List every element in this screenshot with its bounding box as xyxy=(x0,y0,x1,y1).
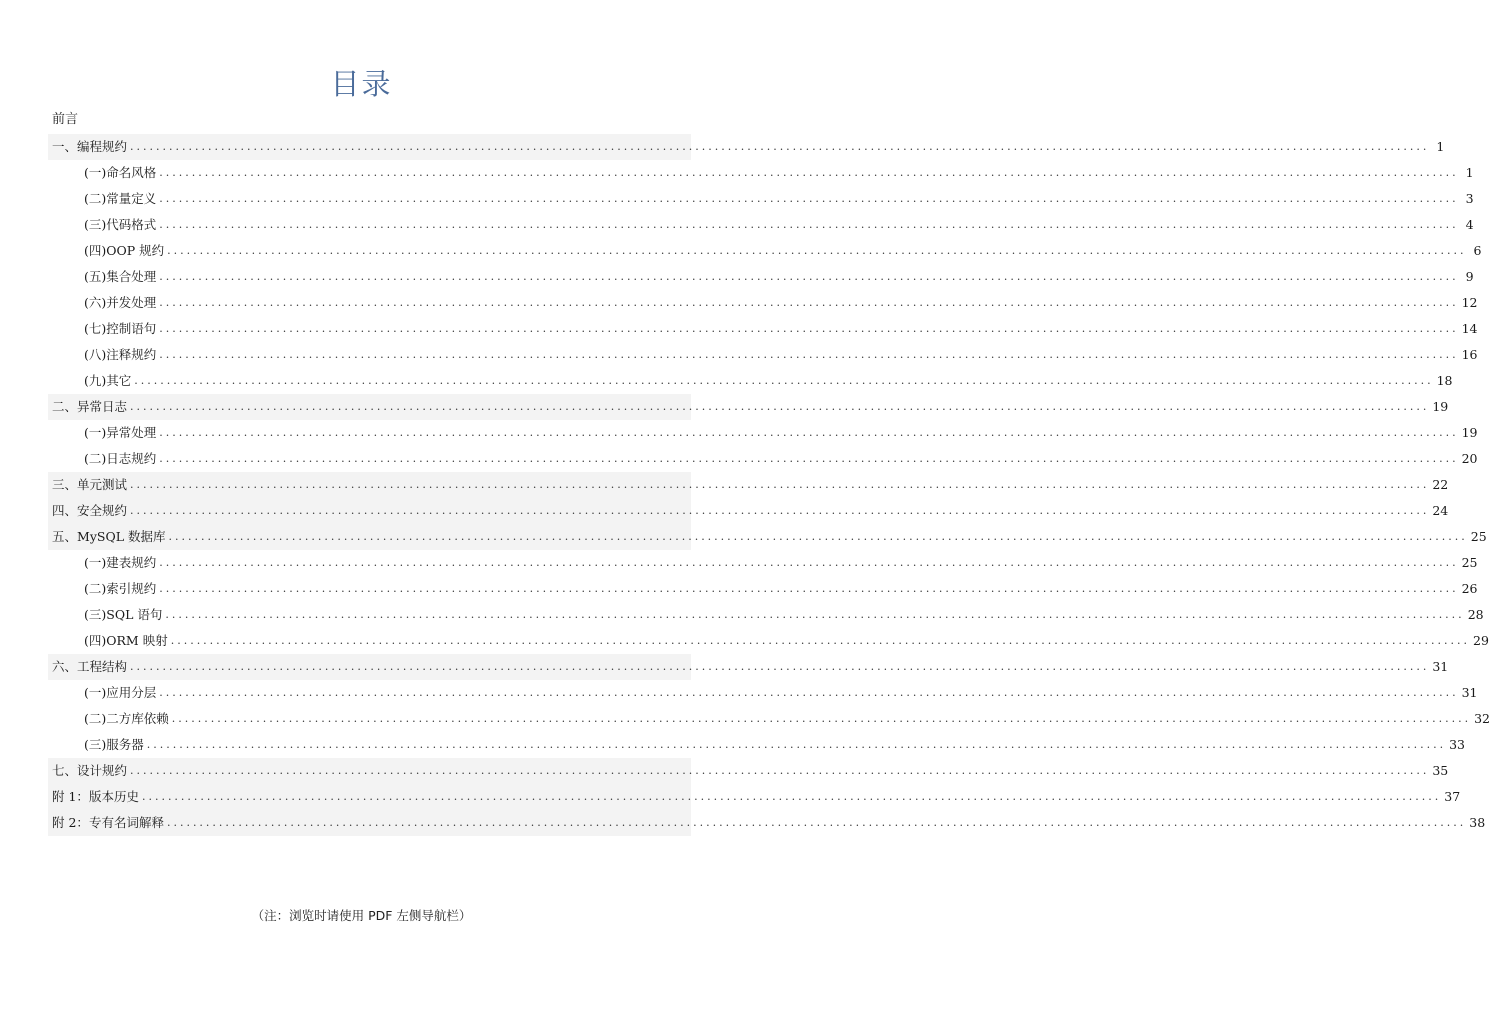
toc-entry-page-number: 32 xyxy=(1474,711,1490,726)
toc-dot-leader: ........................................................................................................................................................................................................ xyxy=(130,504,1430,517)
toc-entry-number: (六) xyxy=(84,295,107,310)
toc-dot-leader: ........................................................................................................................................................................................................ xyxy=(159,296,1459,309)
page-title: 目录 xyxy=(330,67,393,101)
toc-entry-number: (八) xyxy=(84,347,107,362)
toc-entry-page-number: 25 xyxy=(1470,529,1487,544)
toc-entry-content xyxy=(84,290,1478,316)
toc-entry-label: 服务器 xyxy=(106,737,144,752)
toc-entry-number: (二) xyxy=(84,191,107,206)
toc-entry-number: 三、 xyxy=(52,477,78,492)
toc-entry[interactable] xyxy=(0,732,1466,758)
toc-entry-content xyxy=(84,342,1478,368)
toc-entry-label: 编程规约 xyxy=(77,139,128,154)
toc-entry-content xyxy=(84,576,1478,602)
toc-entry-page-number: 6 xyxy=(1473,243,1482,258)
toc-entry[interactable] xyxy=(0,472,1449,498)
toc-dot-leader: ........................................................................................................................................................................................................ xyxy=(166,816,1467,829)
toc-entry-page-number: 14 xyxy=(1461,321,1478,336)
toc-entry[interactable] xyxy=(0,264,1474,290)
toc-entry-page-number: 12 xyxy=(1461,295,1478,310)
toc-entry-label: 代码格式 xyxy=(106,217,157,232)
toc-dot-leader: ........................................................................................................................................................................................................ xyxy=(159,426,1459,439)
toc-entry-page-number: 1 xyxy=(1436,139,1445,154)
toc-entry-number: 二、 xyxy=(52,399,78,414)
toc-entry-page-number: 26 xyxy=(1461,581,1478,596)
toc-entry-number: (四) xyxy=(84,633,107,648)
toc-dot-leader: ........................................................................................................................................................................................................ xyxy=(165,608,1465,621)
toc-entry-content xyxy=(84,446,1478,472)
toc-dot-leader: ........................................................................................................................................................................................................ xyxy=(159,582,1459,595)
toc-dot-leader: ........................................................................................................................................................................................................ xyxy=(159,556,1459,569)
toc-entry[interactable] xyxy=(0,524,1487,550)
toc-entry-label: 控制语句 xyxy=(106,321,157,336)
toc-entry[interactable] xyxy=(0,238,1482,264)
toc-entry-number: (一) xyxy=(84,165,107,180)
toc-entry-page-number: 29 xyxy=(1473,633,1489,648)
toc-dot-leader: ........................................................................................................................................................................................................ xyxy=(159,166,1459,179)
toc-entry-page-number: 25 xyxy=(1461,555,1478,570)
toc-dot-leader: ........................................................................................................................................................................................................ xyxy=(134,374,1434,387)
toc-entry-content xyxy=(84,368,1453,394)
toc-entry-page-number: 18 xyxy=(1436,373,1453,388)
toc-entry-label: SQL 语句 xyxy=(106,607,163,622)
toc-dot-leader: ........................................................................................................................................................................................................ xyxy=(159,192,1459,205)
toc-entry-page-number: 35 xyxy=(1432,763,1449,778)
toc-entry-content xyxy=(84,212,1474,238)
toc-entry[interactable] xyxy=(0,706,1490,732)
toc-entry-label: MySQL 数据库 xyxy=(77,529,166,544)
toc-entry-label: 异常处理 xyxy=(106,425,157,440)
toc-entry-content xyxy=(52,758,1449,784)
toc-entry-number: 七、 xyxy=(52,763,78,778)
toc-entry-number: (三) xyxy=(84,607,107,622)
toc-entry[interactable] xyxy=(0,602,1484,628)
toc-entry-content xyxy=(84,420,1478,446)
toc-entry-content xyxy=(52,810,1486,836)
toc-dot-leader: ........................................................................................................................................................................................................ xyxy=(159,348,1459,361)
toc-entry-page-number: 16 xyxy=(1461,347,1478,362)
toc-entry[interactable] xyxy=(0,446,1478,472)
toc-dot-leader: ........................................................................................................................................................................................................ xyxy=(130,478,1430,491)
toc-entry-number: (二) xyxy=(84,451,107,466)
toc-entry[interactable] xyxy=(0,758,1449,784)
toc-entry-label: 索引规约 xyxy=(106,581,157,596)
toc-entry[interactable] xyxy=(0,186,1474,212)
toc-entry[interactable] xyxy=(0,498,1449,524)
toc-entry[interactable] xyxy=(0,290,1478,316)
toc-entry-label: 异常日志 xyxy=(77,399,128,414)
toc-dot-leader: ........................................................................................................................................................................................................ xyxy=(168,530,1468,543)
toc-dot-leader: ........................................................................................................................................................................................................ xyxy=(141,790,1442,803)
navigation-note: （注：浏览时请使用 PDF 左侧导航栏） xyxy=(251,908,472,923)
toc-entry-content xyxy=(84,680,1478,706)
toc-entry[interactable] xyxy=(0,342,1478,368)
toc-entry-content xyxy=(84,706,1490,732)
toc-entry-number: (一) xyxy=(84,685,107,700)
toc-entry-number: 附 1： xyxy=(52,789,89,804)
toc-entry[interactable] xyxy=(0,160,1474,186)
toc-entry[interactable] xyxy=(0,628,1489,654)
toc-entry-label: 集合处理 xyxy=(106,269,157,284)
toc-entry-page-number: 37 xyxy=(1444,789,1461,804)
toc-entry-content xyxy=(84,550,1478,576)
toc-entry-content xyxy=(84,602,1484,628)
toc-entry-label: ORM 映射 xyxy=(106,633,168,648)
toc-entry-content xyxy=(52,654,1449,680)
toc-entry-label: 其它 xyxy=(106,373,132,388)
toc-dot-leader: ........................................................................................................................................................................................................ xyxy=(130,660,1430,673)
toc-entry-label: 设计规约 xyxy=(77,763,128,778)
toc-entry-label: OOP 规约 xyxy=(106,243,165,258)
toc-entry-page-number: 3 xyxy=(1465,191,1474,206)
toc-entry-number: (一) xyxy=(84,555,107,570)
toc-entry-number: (四) xyxy=(84,243,107,258)
toc-entry-content xyxy=(84,628,1489,654)
toc-entry-label: 单元测试 xyxy=(77,477,128,492)
toc-dot-leader: ........................................................................................................................................................................................................ xyxy=(130,400,1430,413)
toc-entry[interactable] xyxy=(0,576,1478,602)
toc-entry-content xyxy=(52,784,1461,810)
toc-entry-page-number: 20 xyxy=(1461,451,1478,466)
toc-entry-content xyxy=(52,134,1445,160)
toc-entry-page-number: 1 xyxy=(1465,165,1474,180)
toc-entry-page-number: 31 xyxy=(1432,659,1449,674)
toc-entry[interactable] xyxy=(0,316,1478,342)
toc-dot-leader: ........................................................................................................................................................................................................ xyxy=(159,322,1459,335)
toc-entry-label: 并发处理 xyxy=(106,295,157,310)
toc-entry[interactable] xyxy=(0,810,1486,836)
toc-entry-content xyxy=(84,316,1478,342)
toc-dot-leader: ........................................................................................................................................................................................................ xyxy=(146,738,1447,751)
toc-entry-content xyxy=(52,498,1449,524)
toc-dot-leader: ........................................................................................................................................................................................................ xyxy=(167,244,1467,257)
toc-entry-label: 安全规约 xyxy=(77,503,128,518)
toc-entry-number: (三) xyxy=(84,737,107,752)
toc-entry-page-number: 9 xyxy=(1465,269,1474,284)
toc-dot-leader: ........................................................................................................................................................................................................ xyxy=(159,452,1459,465)
toc-dot-leader: ........................................................................................................................................................................................................ xyxy=(171,712,1472,725)
toc-entry-label: 常量定义 xyxy=(106,191,157,206)
toc-entry[interactable] xyxy=(0,420,1478,446)
toc-entry-page-number: 24 xyxy=(1432,503,1449,518)
toc-entry-content xyxy=(84,238,1482,264)
toc-entry-number: (三) xyxy=(84,217,107,232)
toc-entry-number: 五、 xyxy=(52,529,78,544)
toc-entry-content xyxy=(52,472,1449,498)
toc-entry-page-number: 31 xyxy=(1461,685,1478,700)
toc-entry[interactable] xyxy=(0,680,1478,706)
toc-entry-page-number: 38 xyxy=(1469,815,1486,830)
toc-entry-page-number: 19 xyxy=(1432,399,1449,414)
toc-entry-number: 附 2： xyxy=(52,815,89,830)
toc-entry-label: 日志规约 xyxy=(106,451,157,466)
toc-entry[interactable] xyxy=(0,134,1445,160)
toc-entry-content xyxy=(52,394,1449,420)
toc-entry-number: 一、 xyxy=(52,139,78,154)
toc-entry-number: (二) xyxy=(84,711,107,726)
toc-entry-page-number: 22 xyxy=(1432,477,1449,492)
toc-entry[interactable] xyxy=(0,654,1449,680)
toc-entry-number: (一) xyxy=(84,425,107,440)
toc-preface-link[interactable]: 前言 xyxy=(52,112,79,127)
toc-dot-leader: ........................................................................................................................................................................................................ xyxy=(130,764,1430,777)
toc-dot-leader: ........................................................................................................................................................................................................ xyxy=(130,140,1430,153)
toc-entry-page-number: 4 xyxy=(1465,217,1474,232)
toc-entry[interactable] xyxy=(0,784,1461,810)
toc-entry[interactable] xyxy=(0,550,1478,576)
toc-entry-label: 应用分层 xyxy=(106,685,157,700)
toc-dot-leader: ........................................................................................................................................................................................................ xyxy=(170,634,1471,647)
toc-entry-label: 建表规约 xyxy=(106,555,157,570)
toc-dot-leader: ........................................................................................................................................................................................................ xyxy=(159,686,1459,699)
toc-entry[interactable] xyxy=(0,212,1474,238)
toc-entry-content xyxy=(84,160,1474,186)
toc-entry-number: (五) xyxy=(84,269,107,284)
toc-entry-content xyxy=(52,524,1487,550)
toc-entry-content xyxy=(84,264,1474,290)
toc-dot-leader: ........................................................................................................................................................................................................ xyxy=(159,218,1459,231)
toc-entry-number: (九) xyxy=(84,373,107,388)
toc-entry-page-number: 19 xyxy=(1461,425,1478,440)
toc-entry-page-number: 28 xyxy=(1467,607,1484,622)
toc-entry-number: (七) xyxy=(84,321,107,336)
toc-entry-label: 二方库依赖 xyxy=(106,711,169,726)
toc-entry-label: 命名风格 xyxy=(106,165,157,180)
toc-entry-label: 版本历史 xyxy=(88,789,139,804)
toc-entry-label: 注释规约 xyxy=(106,347,157,362)
toc-entry-number: (二) xyxy=(84,581,107,596)
toc-entry[interactable] xyxy=(0,368,1453,394)
toc-entry-number: 六、 xyxy=(52,659,78,674)
toc-entry-label: 工程结构 xyxy=(77,659,128,674)
toc-dot-leader: ........................................................................................................................................................................................................ xyxy=(159,270,1459,283)
toc-entry-page-number: 33 xyxy=(1449,737,1466,752)
toc-entry-content xyxy=(84,186,1474,212)
toc-entry-number: 四、 xyxy=(52,503,78,518)
toc-entry-label: 专有名词解释 xyxy=(88,815,164,830)
toc-entry[interactable] xyxy=(0,394,1449,420)
toc-entry-content xyxy=(84,732,1466,758)
